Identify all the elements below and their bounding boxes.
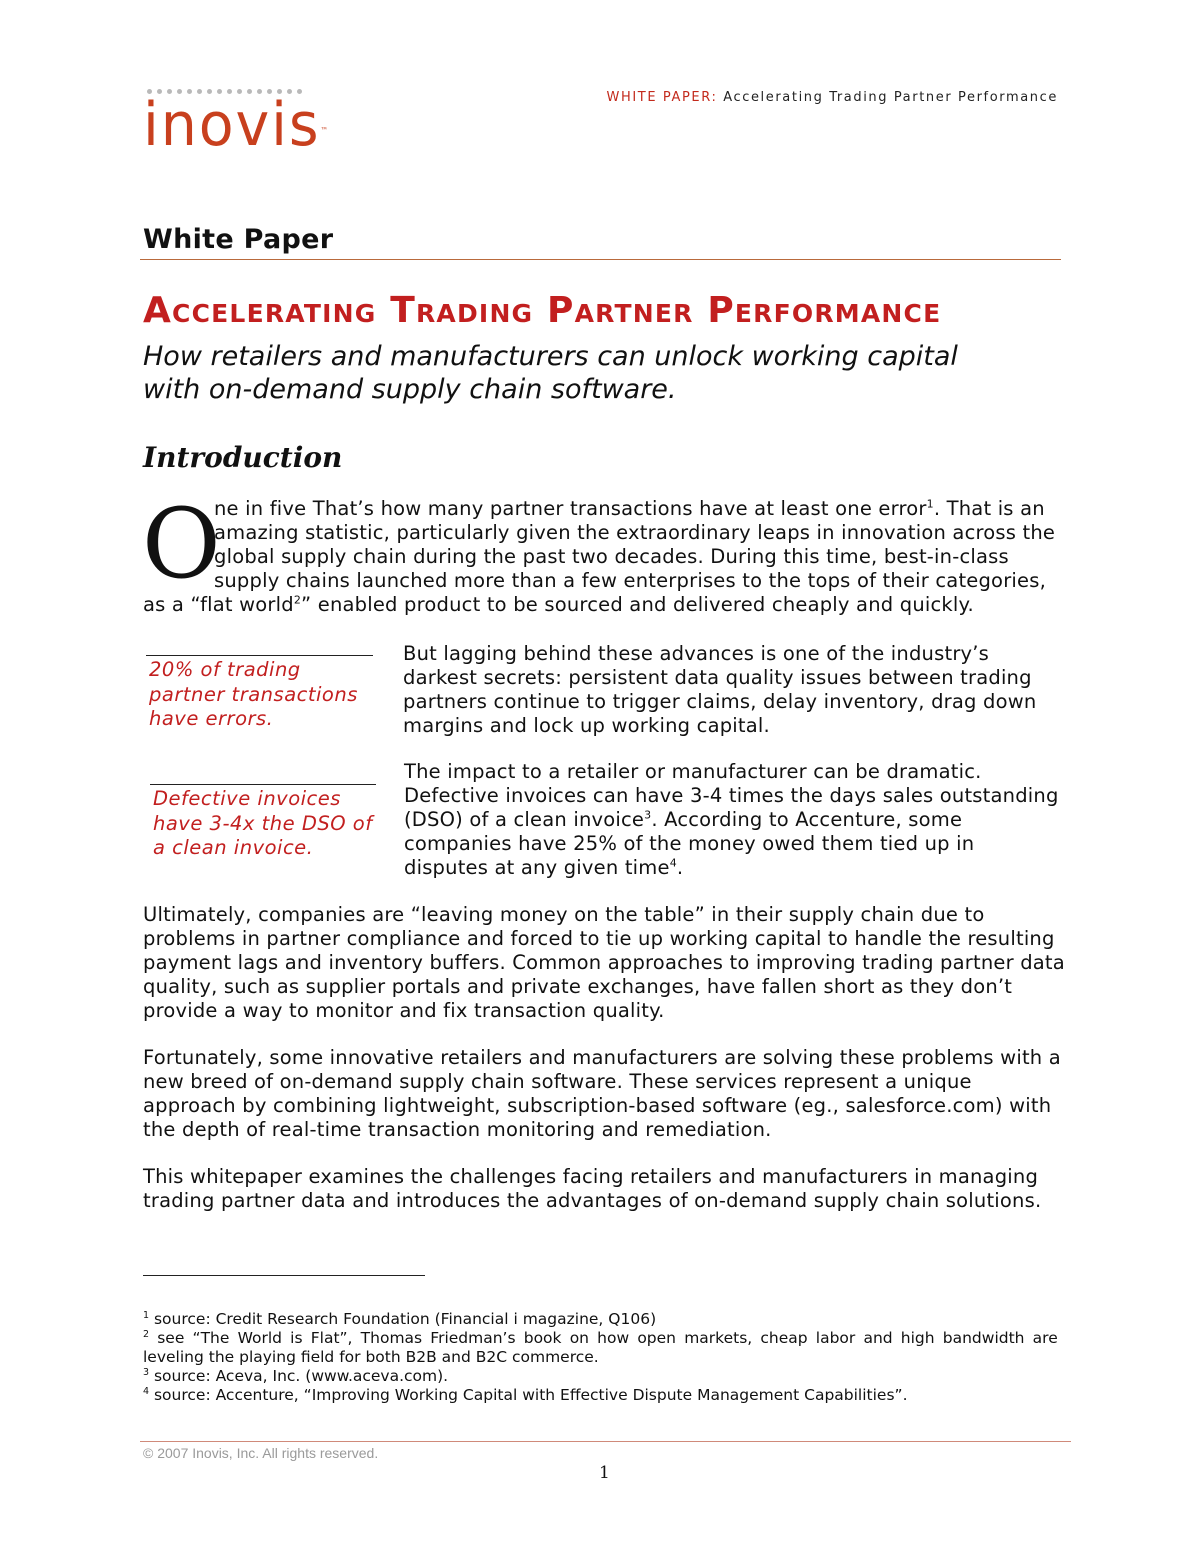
section-heading: Introduction [143, 441, 343, 474]
running-head [607, 90, 1058, 105]
document-type: White Paper [143, 224, 334, 255]
body-paragraph: Fortunately, some innovative retailers and manufacturers are solving these problems with a new breed of on-demand supply chain software. These services represent a unique approach by combining lightweight, subscription-based software (eg., salesforce.com) with the depth of real-time transaction monitoring and remediation. [143, 1046, 1061, 1141]
running-head-title: Accelerating Trading Partner Performance [723, 90, 1058, 105]
footnote-ref: 1 [926, 497, 934, 511]
drop-cap: O [142, 488, 221, 600]
footnote: $^3$ source: Aceva, Inc. (www.aceva.com). [143, 1366, 449, 1385]
pullquote: 20% of trading partner transactions have errors. [149, 658, 358, 730]
body-paragraph: But lagging behind these advances is one of the industry’s darkest secrets: persistent data quality issues between trading partners continue to trigger claims, delay inventory, drag down margins and lock up working capital. [403, 642, 1037, 737]
intro-paragraph: ne in five That’s how many partner transactions have at least one error$^1$. That is an amazing statistic, particularly given the extraordinary leaps in innovation across the global supply chain during the past two decades. During this time, best-in-class supply chains launched more than a few enterprises to the tops of their categories, [214, 497, 1056, 592]
logo-wordmark: inovis™ [143, 90, 331, 160]
inovis-logo [143, 86, 363, 158]
footnote-separator [143, 1275, 425, 1276]
footnote: $^2$ see “The World is Flat”, Thomas Friedman’s book on how open markets, cheap labor and high bandwidth are leveling the playing field for both B2B and B2C commerce. [143, 1328, 1058, 1367]
pullquote-rule [150, 784, 376, 785]
body-paragraph: This whitepaper examines the challenges facing retailers and manufacturers in managing trading partner data and introduces the advantages of on-demand supply chain solutions. [143, 1165, 1042, 1212]
intro-paragraph-last-line: as a “flat world$^2$” enabled product to be sourced and delivered cheaply and quickly. [143, 593, 974, 616]
footnote: $^4$ source: Accenture, “Improving Working Capital with Effective Dispute Management Capabilities”. [143, 1385, 908, 1404]
pullquote-rule [146, 655, 373, 656]
footer-rule [140, 1441, 1071, 1442]
document-title: Accelerating Trading Partner Performance [143, 290, 942, 331]
pullquote: Defective invoices have 3-4x the DSO of a clean invoice. [153, 787, 373, 859]
footnote-ref: 2 [293, 593, 302, 607]
header-rule [140, 259, 1061, 260]
running-head-label: WHITE PAPER: [606, 90, 718, 105]
footnote: $^1$ source: Credit Research Foundation (Financial i magazine, Q106) [143, 1309, 657, 1328]
document-subtitle: How retailers and manufacturers can unlock working capital with on-demand supply chain software. [143, 341, 958, 405]
body-paragraph: The impact to a retailer or manufacturer can be dramatic. Defective invoices can have 3-4 times the days sales outstanding (DSO) of a clean invoice$^3$. According to Accenture, some companies have 25% of the money owed them tied up in disputes at any given time$^4$. [404, 760, 1059, 879]
footnote-ref: 3 [644, 808, 652, 822]
copyright-notice: © 2007 Inovis, Inc. All rights reserved. [143, 1445, 379, 1461]
body-paragraph: Ultimately, companies are “leaving money on the table” in their supply chain due to problems in partner compliance and forced to tie up working capital to handle the resulting payment lags and inventory buffers. Common approaches to improving trading partner data quality, such as supplier portals and private exchanges, have fallen short as they don’t provide a way to monitor and fix transaction quality. [143, 903, 1065, 1022]
footnote-ref: 4 [669, 856, 677, 870]
page-number: 1 [599, 1463, 610, 1483]
